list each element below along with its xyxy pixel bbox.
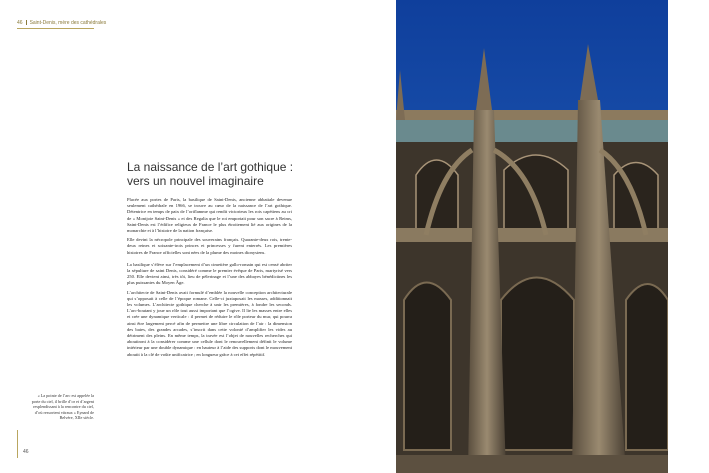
- roof: [396, 118, 668, 142]
- running-head-separator: [26, 20, 27, 25]
- chapter-title: [127, 160, 317, 188]
- running-head-folio: 46: [17, 20, 23, 26]
- body-paragraph: Elle devint la nécropole principale des souverains français. Quarante-deux rois, trente-deux reines et soixante-trois princes et princesses y furent enterrés. Les premières histoires de France officielles sont nées de la plume des moines dionysiens.: [127, 237, 292, 255]
- running-head: [17, 20, 106, 26]
- body-paragraph: Placée aux portes de Paris, la basilique de Saint-Denis, ancienne abbatiale devenue seulement cathédrale en 1966, se trouve au cœur de la naissance de l’art gothique. Détentrice en temps de paix de l’oriflamme qui rendit victorieux les rois capétiens au cri de « Montjoie Saint-Denis » et des Regalia que le roi emportait pour son sacre à Reims, Saint-Denis est l’édifice religieux de France le plus étroitement lié aux origines de la monarchie et à l’histoire de la nation française.: [127, 197, 292, 234]
- running-head-section: Saint-Denis, mère des cathédrales: [29, 20, 107, 26]
- right-margin: [668, 0, 709, 473]
- balustrade: [396, 228, 668, 242]
- body-paragraph: La basilique s’élève sur l’emplacement d’un cimetière gallo-romain qui est censé abriter la sépulture de saint Denis, considéré comme le premier évêque de Paris, martyrisé vers 250. Elle devient ainsi, très tôt, lieu de pèlerinage et l’une des abbayes bénédictines les plus puissantes du Moyen Âge.: [127, 261, 292, 286]
- wall-base: [396, 455, 668, 473]
- lower-windows: [404, 278, 668, 451]
- body-text: [127, 197, 292, 361]
- chapter-title-line-2: vers un nouvel imaginaire: [127, 174, 264, 188]
- body-paragraph: L’architecte de Saint-Denis avait formulé d’emblée la nouvelle conception architecturale qui s’opposait à celle de l’époque romane. Celle-ci juxtaposait les masses, additionnait les volumes. L’architecte gothique cherche à unir les premières, à fondre les seconds. L’arc-boutant y joue un rôle tout aussi important que l’ogive. Il lie les masses entre elles et crée une dynamique verticale : il permet de réduire le rôle porteur du mur, qui pourra ainsi être largement percé afin de permettre une libre circulation de l’air : la dimension des baies, des grandes arcades, s’inscrit dans cette volonté d’amplifier les vides au détriment des pleins. En même temps, la travée est l’objet de nouvelles recherches qui aboutiront à la considérer comme une cellule dont le renouvellement définit le volume intérieur par une double dynamique : en hauteur à l’aide des supports dont le mouvement aboutit à la clé de voûte unificatrice ; en longueur grâce à cet effet répétitif.: [127, 289, 292, 357]
- parapet: [396, 110, 668, 120]
- page-folio: 46: [23, 449, 29, 455]
- cathedral-illustration: [396, 0, 668, 473]
- chapter-title-line-1: La naissance de l’art gothique :: [127, 160, 294, 174]
- margin-rule: [17, 430, 18, 458]
- running-head-rule: [17, 28, 94, 29]
- cathedral-photo: [396, 0, 668, 473]
- photo-caption: « La pointe de l’arc est appelée la porte du ciel, il brille d’or et d’argent resplendissant à la rencontre du ciel, d’où ressortent vitraux » Eynard de Belvère, XIIe siècle.: [31, 393, 94, 421]
